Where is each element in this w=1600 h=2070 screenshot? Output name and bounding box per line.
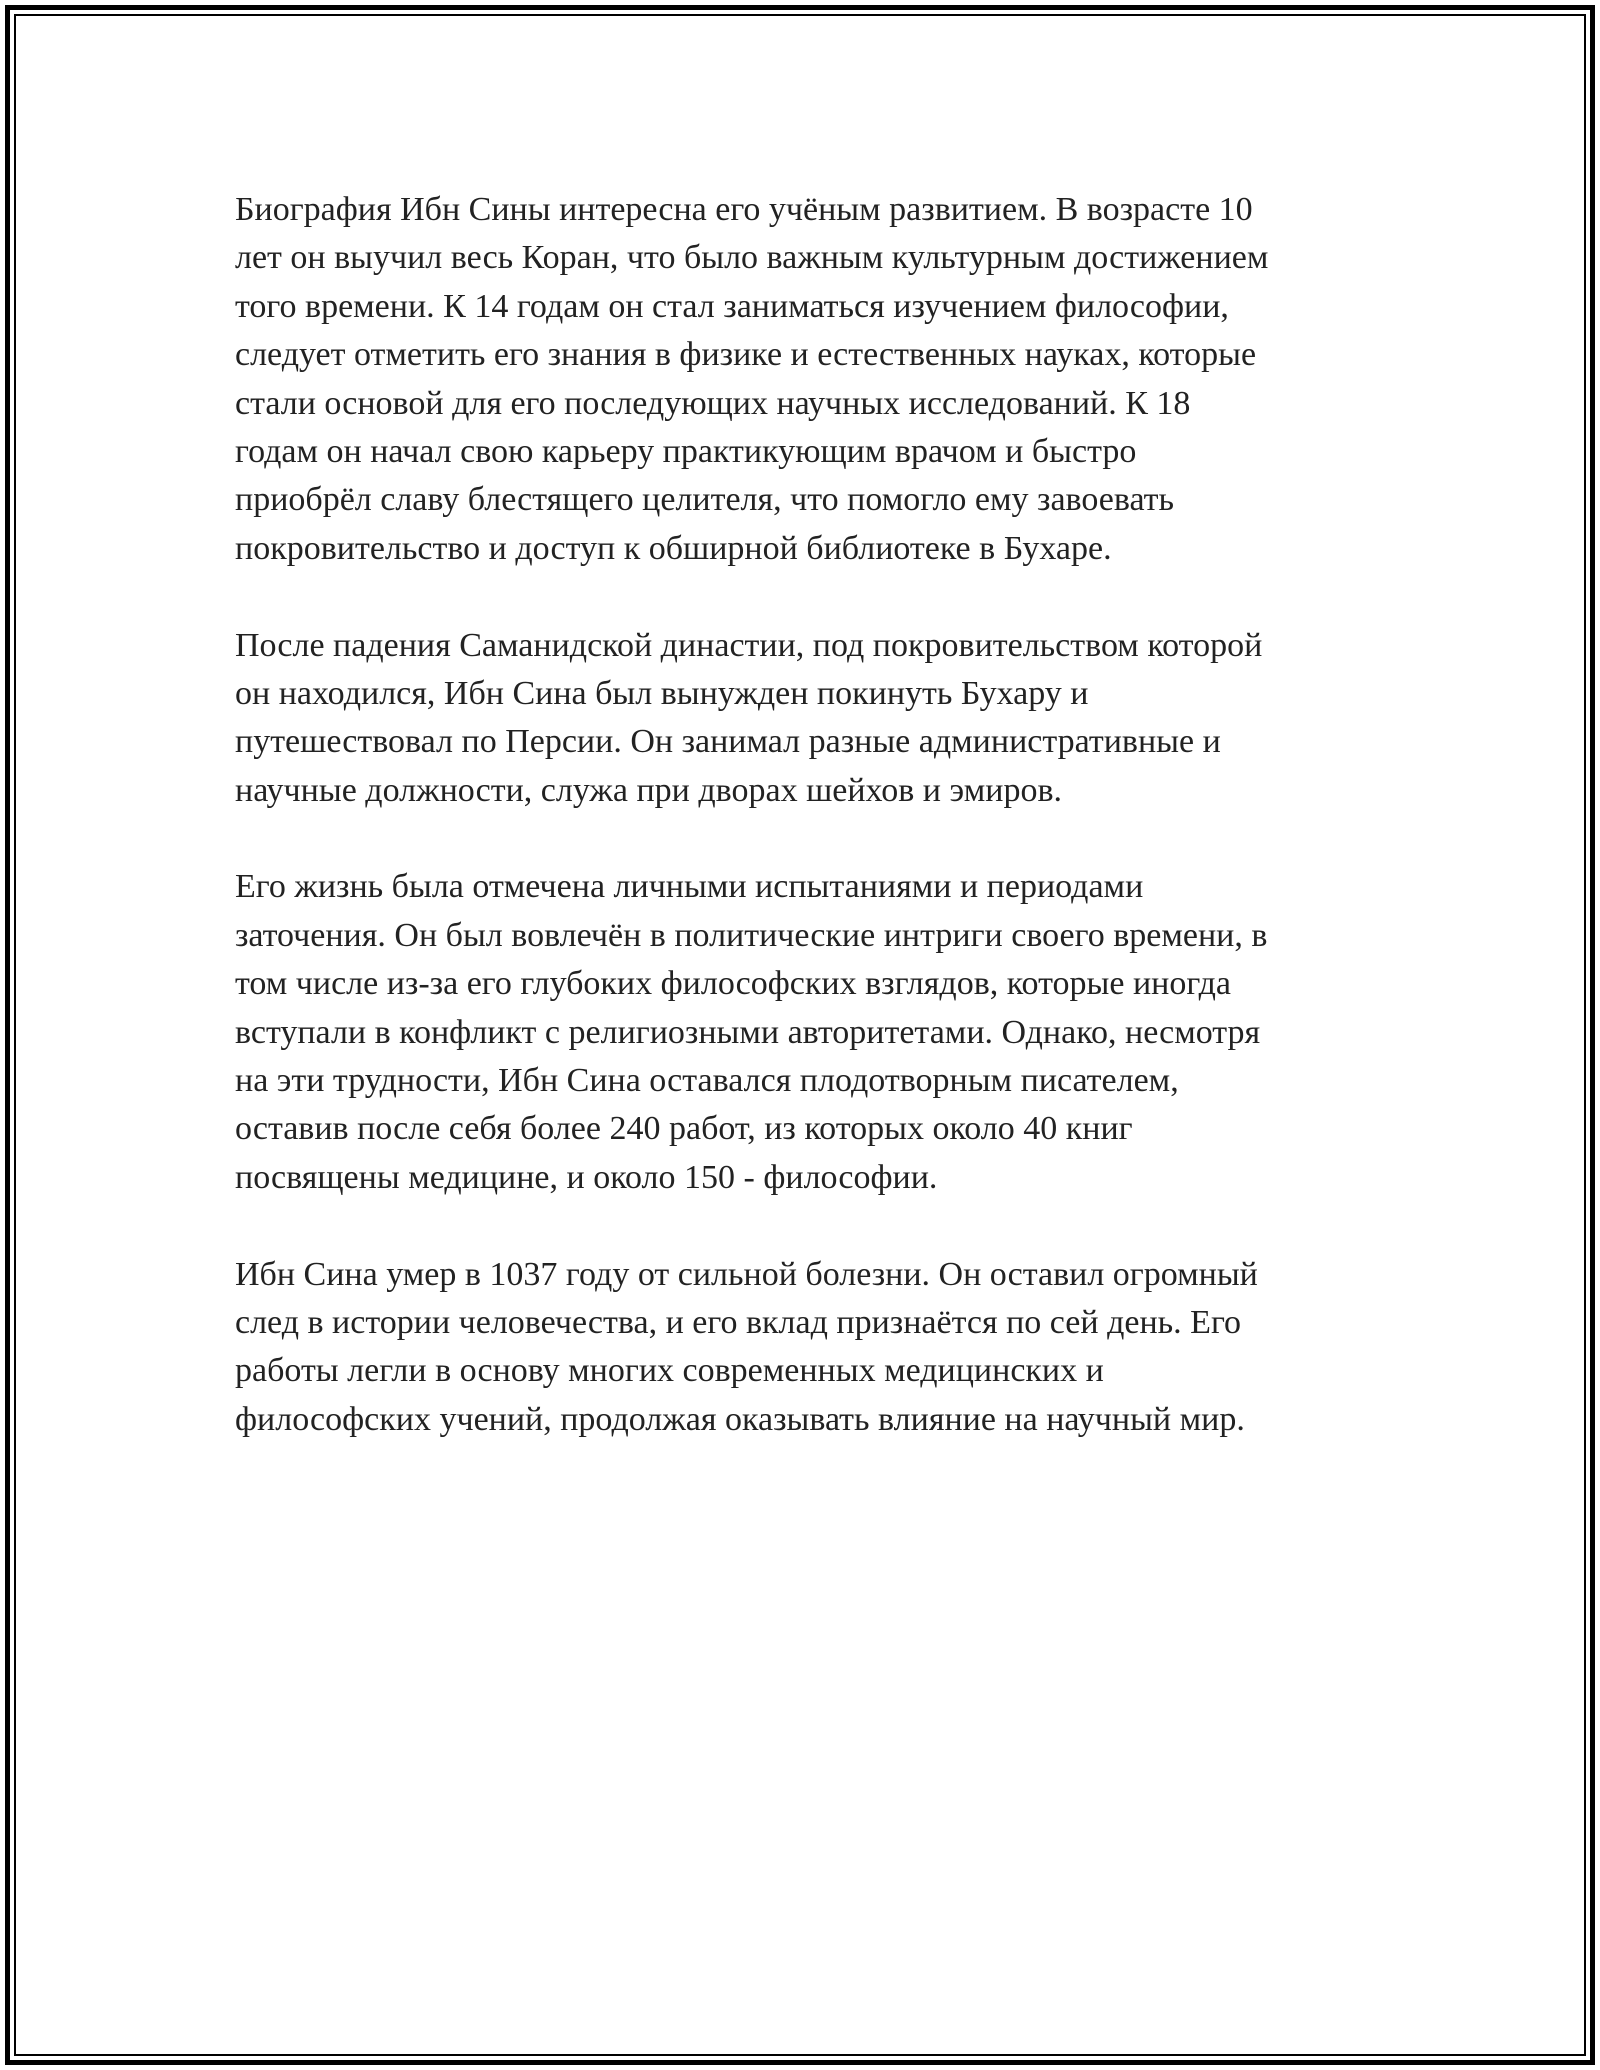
paragraph-2 <box>235 622 1375 816</box>
text-line: на эти трудности, Ибн Сина оставался плодотворным писателем, <box>235 1062 1179 1100</box>
text-line: следует отметить его знания в физике и естественных науках, которые <box>235 336 1257 374</box>
text-line: философских учений, продолжая оказывать влияние на научный мир. <box>235 1400 1245 1438</box>
text-line: вступали в конфликт с религиозными авторитетами. Однако, несмотря <box>235 1013 1261 1051</box>
text-line: Его жизнь была отмечена личными испытаниями и периодами <box>235 868 1144 906</box>
text-line: После падения Саманидской династии, под покровительством которой <box>235 626 1263 664</box>
document-body <box>235 186 1375 1444</box>
text-line: стали основой для его последующих научных исследований. К 18 <box>235 384 1191 422</box>
paragraph-1 <box>235 186 1375 573</box>
text-line: путешествовал по Персии. Он занимал разные административные и <box>235 723 1221 761</box>
text-line: работы легли в основу многих современных медицинских и <box>235 1352 1104 1390</box>
text-line: приобрёл славу блестящего целителя, что помогло ему завоевать <box>235 481 1175 519</box>
text-line: след в истории человечества, и его вклад признаётся по сей день. Его <box>235 1303 1242 1341</box>
text-line: научные должности, служа при дворах шейхов и эмиров. <box>235 771 1063 809</box>
text-line: он находился, Ибн Сина был вынужден покинуть Бухару и <box>235 674 1089 712</box>
text-line: годам он начал свою карьеру практикующим врачом и быстро <box>235 432 1137 470</box>
text-line: оставив после себя более 240 работ, из которых около 40 книг <box>235 1110 1133 1148</box>
text-line: лет он выучил весь Коран, что было важным культурным достижением <box>235 239 1269 277</box>
text-line: того времени. К 14 годам он стал заниматься изучением философии, <box>235 287 1229 325</box>
text-line: том числе из-за его глубоких философских взглядов, которые иногда <box>235 965 1231 1003</box>
text-line: Биография Ибн Сины интересна его учёным развитием. В возрасте 10 <box>235 191 1253 228</box>
text-line: заточения. Он был вовлечён в политические интриги своего времени, в <box>235 916 1268 954</box>
paragraph-3 <box>235 863 1375 1202</box>
text-line: посвящены медицине, и около 150 - философии. <box>235 1158 938 1196</box>
text-line: Ибн Сина умер в 1037 году от сильной болезни. Он оставил огромный <box>235 1255 1258 1293</box>
paragraph-4 <box>235 1251 1375 1445</box>
text-line: покровительство и доступ к обширной библиотеке в Бухаре. <box>235 529 1112 567</box>
